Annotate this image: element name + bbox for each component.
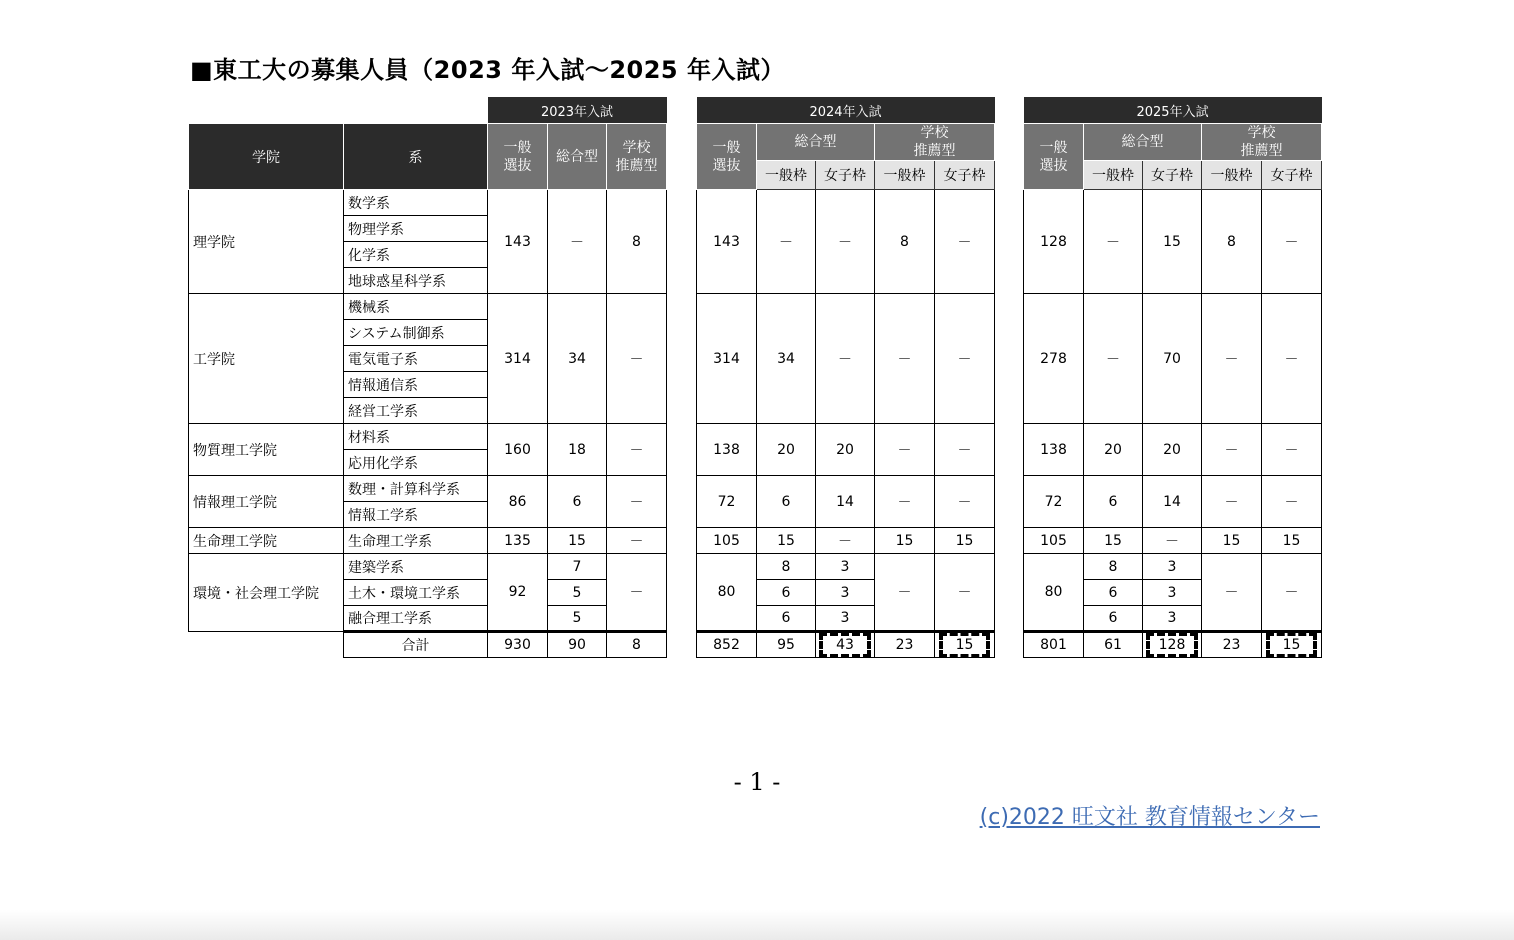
sogo-ippan-count: 6 — [757, 476, 816, 528]
dept-name: 情報通信系 — [344, 372, 488, 398]
sogo-count: 6 — [548, 476, 607, 528]
column-header-suisen: 学校 推薦型 — [875, 124, 995, 161]
dept-name: 機械系 — [344, 294, 488, 320]
suisen-count: － — [607, 424, 667, 476]
school-name: 生命理工学院 — [189, 528, 344, 554]
column-header-joshi: 女子枠 — [816, 161, 875, 190]
table-row — [1024, 190, 1322, 216]
total-suisen-ippan: 23 — [875, 632, 935, 658]
suisen-ippan-count: － — [1202, 554, 1262, 632]
year-header-2024: 2024年入試 — [697, 97, 995, 124]
school-name: 物質理工学院 — [189, 424, 344, 476]
dept-name: 電気電子系 — [344, 346, 488, 372]
suisen-count: － — [607, 554, 667, 632]
general-count: 72 — [1024, 476, 1084, 528]
general-count: 128 — [1024, 190, 1084, 294]
dept-name: 土木・環境工学系 — [344, 580, 488, 606]
suisen-joshi-count: － — [935, 554, 995, 632]
sogo-ippan-count: － — [757, 190, 816, 294]
general-count: 72 — [697, 476, 757, 528]
sogo-ippan-count: 8 — [1084, 554, 1143, 580]
column-header-ippan: 一般枠 — [875, 161, 935, 190]
suisen-joshi-count: 15 — [935, 528, 995, 554]
suisen-ippan-count: 15 — [875, 528, 935, 554]
suisen-joshi-count: － — [935, 424, 995, 476]
suisen-joshi-count: － — [1262, 424, 1322, 476]
suisen-count: － — [607, 294, 667, 424]
general-count: 135 — [488, 528, 548, 554]
suisen-joshi-count: － — [935, 476, 995, 528]
dept-name: 地球惑星科学系 — [344, 268, 488, 294]
table-row — [697, 190, 995, 216]
sogo-joshi-count: 15 — [1143, 190, 1202, 294]
general-count: 143 — [488, 190, 548, 294]
total-sogo-joshi: 43 — [824, 637, 866, 653]
table-row — [189, 424, 667, 450]
school-name: 工学院 — [189, 294, 344, 424]
table-row — [189, 190, 667, 216]
sogo-ippan-count: － — [1084, 190, 1143, 294]
general-count: 92 — [488, 554, 548, 632]
table-row — [1024, 294, 1322, 320]
suisen-joshi-count: － — [1262, 476, 1322, 528]
suisen-ippan-count: － — [1202, 294, 1262, 424]
sogo-ippan-count: 6 — [757, 606, 816, 632]
table-row — [697, 528, 995, 554]
copyright-link[interactable]: (c)2022 旺文社 教育情報センター — [979, 805, 1320, 830]
year-header-2025: 2025年入試 — [1024, 97, 1322, 124]
sogo-joshi-count: 14 — [1143, 476, 1202, 528]
suisen-count: － — [607, 476, 667, 528]
column-header-joshi: 女子枠 — [935, 161, 995, 190]
school-name: 情報理工学院 — [189, 476, 344, 528]
year-header-2023: 2023年入試 — [488, 97, 667, 124]
sogo-joshi-count: 3 — [816, 606, 875, 632]
column-header-joshi: 女子枠 — [1262, 161, 1322, 190]
column-header-suisen: 学校 推薦型 — [607, 124, 667, 190]
table-row — [189, 528, 667, 554]
sogo-count: 34 — [548, 294, 607, 424]
dept-name: 化学系 — [344, 242, 488, 268]
column-header-ippan: 一般枠 — [1202, 161, 1262, 190]
table-row — [189, 554, 667, 580]
total-suisen-joshi: 15 — [944, 637, 986, 653]
suisen-joshi-count: － — [1262, 190, 1322, 294]
column-header-general: 一般 選抜 — [488, 124, 548, 190]
sogo-count: 15 — [548, 528, 607, 554]
general-count: 278 — [1024, 294, 1084, 424]
sogo-ippan-count: 8 — [757, 554, 816, 580]
dept-name: 物理学系 — [344, 216, 488, 242]
sogo-joshi-count: － — [816, 294, 875, 424]
dept-name: 生命理工学系 — [344, 528, 488, 554]
total-sogo-ippan: 61 — [1084, 632, 1143, 658]
sogo-count: 5 — [548, 580, 607, 606]
general-count: 86 — [488, 476, 548, 528]
general-count: 105 — [697, 528, 757, 554]
sogo-ippan-count: 6 — [1084, 476, 1143, 528]
school-name: 理学院 — [189, 190, 344, 294]
dept-name: システム制御系 — [344, 320, 488, 346]
column-header-general: 一般 選抜 — [1024, 124, 1084, 190]
sogo-ippan-count: 6 — [1084, 606, 1143, 632]
sogo-joshi-count: － — [816, 528, 875, 554]
column-header-school: 学院 — [189, 124, 344, 190]
column-header-dept: 系 — [344, 124, 488, 190]
table-row — [189, 294, 667, 320]
table-row — [1024, 528, 1322, 554]
suisen-joshi-count: － — [1262, 554, 1322, 632]
total-sogo-joshi: 128 — [1151, 637, 1194, 653]
suisen-joshi-count: 15 — [1262, 528, 1322, 554]
table-row — [697, 554, 995, 580]
general-count: 143 — [697, 190, 757, 294]
column-header-sogo: 総合型 — [757, 124, 875, 161]
general-count: 80 — [697, 554, 757, 632]
dept-name: 数理・計算科学系 — [344, 476, 488, 502]
sogo-ippan-count: 15 — [1084, 528, 1143, 554]
dept-name: 材料系 — [344, 424, 488, 450]
school-name: 環境・社会理工学院 — [189, 554, 344, 632]
dept-name: 融合理工学系 — [344, 606, 488, 632]
table-row — [1024, 424, 1322, 450]
dept-name: 建築学系 — [344, 554, 488, 580]
sogo-joshi-count: 3 — [816, 580, 875, 606]
column-header-suisen: 学校 推薦型 — [1202, 124, 1322, 161]
total-label: 合計 — [344, 632, 488, 658]
sogo-count: 7 — [548, 554, 607, 580]
table-row — [1024, 554, 1322, 580]
general-count: 138 — [697, 424, 757, 476]
column-header-ippan: 一般枠 — [1084, 161, 1143, 190]
suisen-joshi-count: － — [1262, 294, 1322, 424]
sogo-ippan-count: 6 — [757, 580, 816, 606]
page-title: ■東工大の募集人員（2023 年入試～2025 年入試） — [190, 56, 785, 84]
suisen-ippan-count: 15 — [1202, 528, 1262, 554]
page-number: - 1 - — [733, 768, 781, 796]
suisen-ippan-count: － — [875, 554, 935, 632]
sogo-ippan-count: － — [1084, 294, 1143, 424]
general-count: 314 — [697, 294, 757, 424]
sogo-ippan-count: 34 — [757, 294, 816, 424]
sogo-joshi-count: － — [816, 190, 875, 294]
dept-name: 応用化学系 — [344, 450, 488, 476]
sogo-count: － — [548, 190, 607, 294]
table-row — [189, 476, 667, 502]
total-suisen-ippan: 23 — [1202, 632, 1262, 658]
column-header-sogo: 総合型 — [1084, 124, 1202, 161]
dept-name: 情報工学系 — [344, 502, 488, 528]
sogo-joshi-count: 70 — [1143, 294, 1202, 424]
admissions-table-2023 — [188, 97, 667, 658]
table-row — [1024, 476, 1322, 502]
general-count: 80 — [1024, 554, 1084, 632]
sogo-ippan-count: 20 — [1084, 424, 1143, 476]
suisen-ippan-count: － — [1202, 424, 1262, 476]
sogo-joshi-count: 3 — [816, 554, 875, 580]
general-count: 105 — [1024, 528, 1084, 554]
column-header-joshi: 女子枠 — [1143, 161, 1202, 190]
total-general: 930 — [488, 632, 548, 658]
total-sogo: 90 — [548, 632, 607, 658]
sogo-ippan-count: 15 — [757, 528, 816, 554]
suisen-joshi-count: － — [935, 294, 995, 424]
total-general: 852 — [697, 632, 757, 658]
table-row — [697, 424, 995, 450]
general-count: 138 — [1024, 424, 1084, 476]
suisen-count: 8 — [607, 190, 667, 294]
total-sogo-ippan: 95 — [757, 632, 816, 658]
column-header-general: 一般 選抜 — [697, 124, 757, 190]
suisen-count: － — [607, 528, 667, 554]
general-count: 314 — [488, 294, 548, 424]
total-general: 801 — [1024, 632, 1084, 658]
sogo-joshi-count: 3 — [1143, 606, 1202, 632]
total-suisen-joshi: 15 — [1271, 637, 1313, 653]
sogo-ippan-count: 6 — [1084, 580, 1143, 606]
suisen-ippan-count: － — [875, 476, 935, 528]
sogo-count: 5 — [548, 606, 607, 632]
column-header-ippan: 一般枠 — [757, 161, 816, 190]
admissions-table-2025 — [1023, 97, 1322, 658]
dept-name: 経営工学系 — [344, 398, 488, 424]
sogo-joshi-count: 14 — [816, 476, 875, 528]
bottom-shade — [0, 910, 1514, 940]
sogo-joshi-count: 20 — [1143, 424, 1202, 476]
dept-name: 数学系 — [344, 190, 488, 216]
total-suisen: 8 — [607, 632, 667, 658]
admissions-table-2024 — [696, 97, 995, 658]
general-count: 160 — [488, 424, 548, 476]
column-header-sogo: 総合型 — [548, 124, 607, 190]
sogo-joshi-count: 3 — [1143, 554, 1202, 580]
suisen-joshi-count: － — [935, 190, 995, 294]
suisen-ippan-count: 8 — [875, 190, 935, 294]
suisen-ippan-count: 8 — [1202, 190, 1262, 294]
sogo-ippan-count: 20 — [757, 424, 816, 476]
suisen-ippan-count: － — [1202, 476, 1262, 528]
table-row — [697, 476, 995, 502]
table-row — [697, 294, 995, 320]
sogo-joshi-count: 20 — [816, 424, 875, 476]
suisen-ippan-count: － — [875, 294, 935, 424]
sogo-joshi-count: 3 — [1143, 580, 1202, 606]
sogo-joshi-count: － — [1143, 528, 1202, 554]
sogo-count: 18 — [548, 424, 607, 476]
suisen-ippan-count: － — [875, 424, 935, 476]
